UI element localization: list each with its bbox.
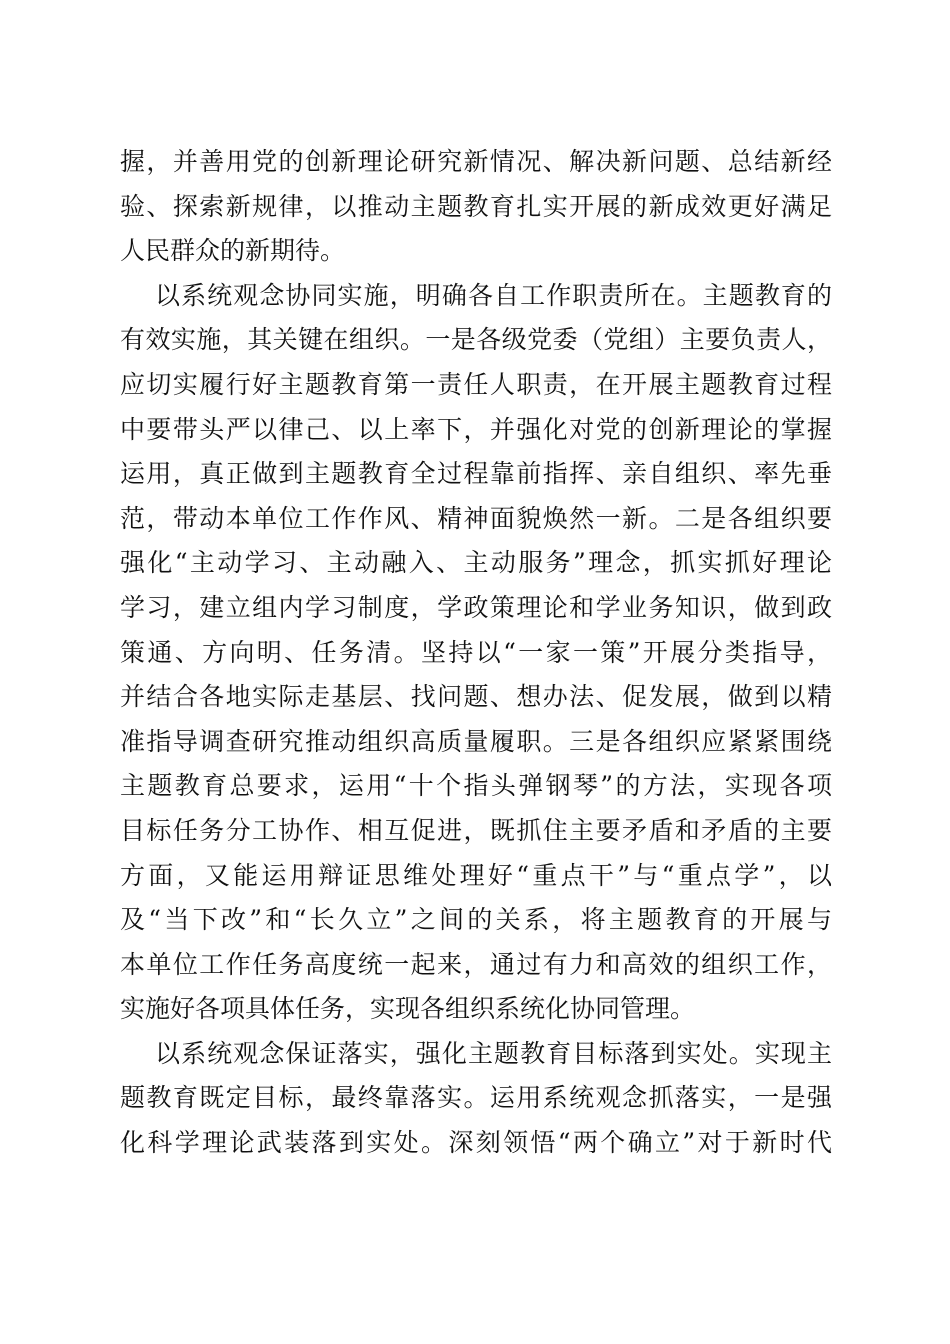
text-line: 准指导调查研究推动组织高质量履职。三是各组织应紧紧围绕 <box>120 726 832 756</box>
text-line: 化科学理论武装落到实处。深刻领悟“两个确立”对于新时代 <box>120 1128 832 1158</box>
text-line: 策通、方向明、任务清。坚持以“一家一策”开展分类指导， <box>120 637 832 667</box>
paragraph-start-line: 以系统观念协同实施，明确各自工作职责所在。主题教育的 <box>155 280 832 310</box>
text-line: 验、探索新规律，以推动主题教育扎实开展的新成效更好满足 <box>120 191 832 221</box>
text-line: 主题教育总要求，运用“十个指头弹钢琴”的方法，实现各项 <box>120 771 832 801</box>
text-line: 并结合各地实际走基层、找问题、想办法、促发展，做到以精 <box>120 682 832 712</box>
text-line: 及“当下改”和“长久立”之间的关系，将主题教育的开展与 <box>120 905 832 935</box>
text-line: 应切实履行好主题教育第一责任人职责，在开展主题教育过程 <box>120 369 832 399</box>
text-line: 范，带动本单位工作作风、精神面貌焕然一新。二是各组织要 <box>120 503 832 533</box>
text-line: 实施好各项具体任务，实现各组织系统化协同管理。 <box>120 994 696 1024</box>
text-line: 人民群众的新期待。 <box>120 236 346 266</box>
text-line: 有效实施，其关键在组织。一是各级党委（党组）主要负责人， <box>120 325 832 355</box>
text-line: 握，并善用党的创新理论研究新情况、解决新问题、总结新经 <box>120 147 832 176</box>
text-line: 方面，又能运用辩证思维处理好“重点干”与“重点学”，以 <box>120 860 832 890</box>
paragraph-start-line: 以系统观念保证落实，强化主题教育目标落到实处。实现主 <box>155 1038 832 1068</box>
text-line: 运用，真正做到主题教育全过程靠前指挥、亲自组织、率先垂 <box>120 459 832 489</box>
text-line: 本单位工作任务高度统一起来，通过有力和高效的组织工作， <box>120 949 832 979</box>
text-line: 中要带头严以律己、以上率下，并强化对党的创新理论的掌握 <box>120 414 832 444</box>
text-line: 题教育既定目标，最终靠落实。运用系统观念抓落实，一是强 <box>120 1083 832 1113</box>
text-line: 学习，建立组内学习制度，学政策理论和学业务知识，做到政 <box>120 592 832 622</box>
body-text <box>120 140 832 1166</box>
text-line: 强化“主动学习、主动融入、主动服务”理念，抓实抓好理论 <box>120 548 832 578</box>
text-line: 目标任务分工协作、相互促进，既抓住主要矛盾和矛盾的主要 <box>120 815 832 845</box>
